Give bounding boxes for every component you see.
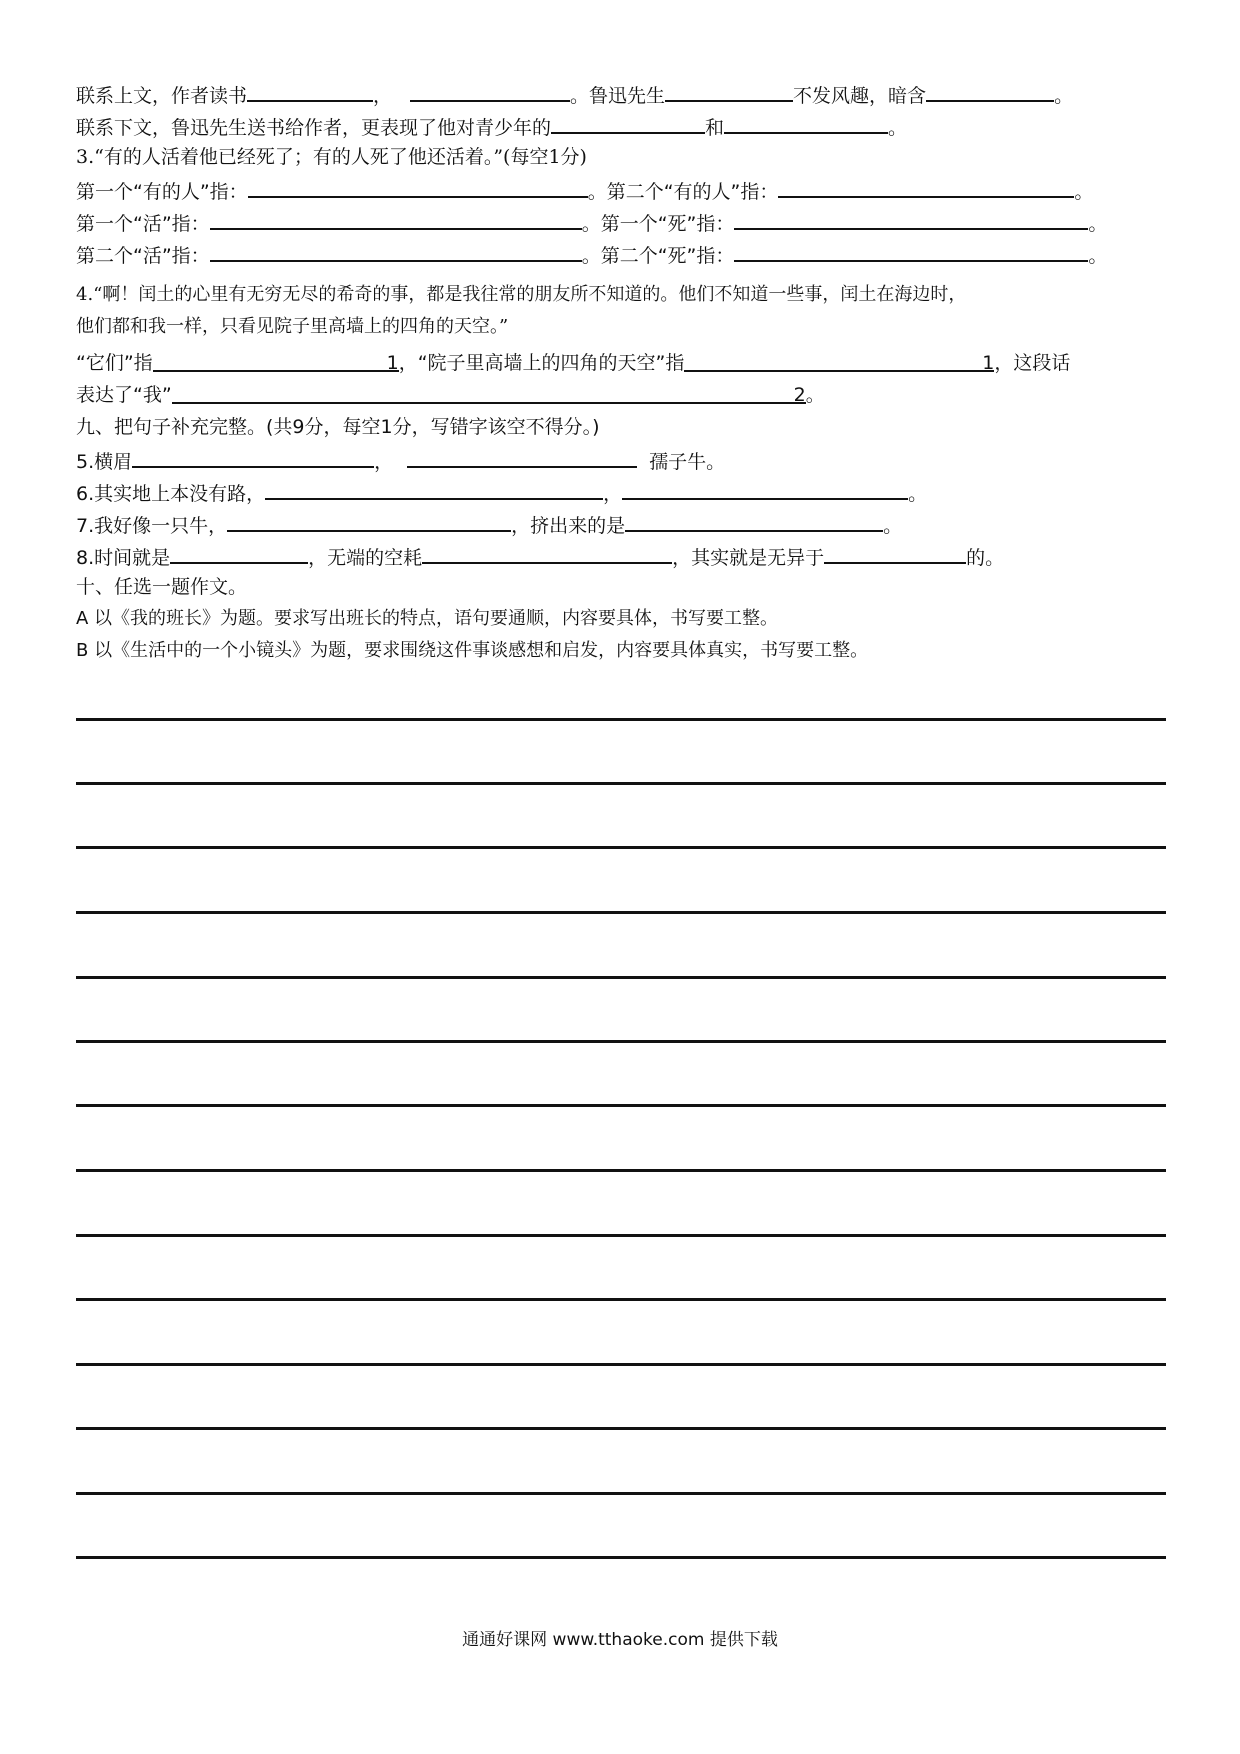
q7-row: 7.我好像一只牛， ，挤出来的是 。 (76, 508, 1166, 538)
blank[interactable] (724, 110, 888, 134)
blank[interactable] (824, 540, 966, 564)
writing-line (76, 1556, 1166, 1559)
blank[interactable] (926, 78, 1054, 102)
q4-prompt-line2: 他们都和我一样，只看见院子里高墙上的四角的天空。” (76, 316, 509, 337)
blank[interactable]: 1 (153, 348, 399, 372)
writing-line (76, 1169, 1166, 1172)
writing-line (76, 1427, 1166, 1430)
section10-heading: 十、任选一题作文。 (76, 576, 248, 598)
q4-row1: “它们”指 1，“院子里高墙上的四角的天空”指 1，这段话 (76, 348, 1166, 378)
writing-line (76, 1104, 1166, 1107)
writing-line (76, 782, 1166, 785)
blank[interactable] (665, 78, 793, 102)
blank[interactable] (551, 110, 705, 134)
essay-option-b: B 以《生活中的一个小镜头》为题，要求围绕这件事谈感想和启发，内容要具体真实，书写要工整。 (76, 640, 869, 661)
blank[interactable] (734, 206, 1088, 230)
q5-row: 5.横眉 ， 孺子牛。 (76, 444, 1166, 474)
writing-line (76, 1234, 1166, 1237)
blank[interactable] (778, 174, 1074, 198)
blank[interactable]: 1 (684, 348, 994, 372)
blank[interactable] (210, 238, 582, 262)
blank[interactable]: 2 (172, 380, 806, 404)
q3-row2: 第一个“活”指： 。第一个“死”指： 。 (76, 206, 1166, 236)
essay-option-a: A 以《我的班长》为题。要求写出班长的特点，语句要通顺，内容要具体，书写要工整。 (76, 608, 779, 629)
blank[interactable] (132, 444, 374, 468)
blank[interactable] (422, 540, 672, 564)
q3-row1: 第一个“有的人”指： 。第二个“有的人”指： 。 (76, 174, 1166, 204)
writing-line (76, 1040, 1166, 1043)
blank[interactable] (265, 476, 603, 500)
writing-line (76, 1492, 1166, 1495)
section9-heading: 九、把句子补充完整。(共9分，每空1分，写错字该空不得分。) (76, 416, 600, 438)
q2-line2: 联系下文，鲁迅先生送书给作者，更表现了他对青少年的 和 。 (76, 110, 1166, 140)
writing-line (76, 718, 1166, 721)
q2-line1: 联系上文，作者读书 ， 。鲁迅先生 不发风趣，暗含 。 (76, 78, 1166, 108)
blank[interactable] (734, 238, 1088, 262)
blank[interactable] (407, 444, 637, 468)
blank[interactable] (227, 508, 511, 532)
writing-line (76, 846, 1166, 849)
q6-row: 6.其实地上本没有路， ， 。 (76, 476, 1166, 506)
footer-credit: 通通好课网 www.tthaoke.com 提供下载 (462, 1630, 778, 1650)
blank[interactable] (248, 174, 588, 198)
writing-line (76, 911, 1166, 914)
writing-line (76, 1363, 1166, 1366)
q4-prompt-line1: 4.“啊！闰土的心里有无穷无尽的希奇的事，都是我往常的朋友所不知道的。他们不知道一些事，闰土在海边时， (76, 284, 967, 305)
writing-line (76, 976, 1166, 979)
blank[interactable] (622, 476, 908, 500)
q3-prompt: 3.“有的人活着他已经死了；有的人死了他还活着。”(每空1分) (76, 146, 587, 168)
writing-line (76, 1298, 1166, 1301)
q4-row2: 表达了“我” 2。 (76, 380, 1166, 410)
blank[interactable] (210, 206, 582, 230)
blank[interactable] (410, 78, 570, 102)
blank[interactable] (625, 508, 883, 532)
blank[interactable] (247, 78, 373, 102)
q3-row3: 第二个“活”指： 。第二个“死”指： 。 (76, 238, 1166, 268)
blank[interactable] (170, 540, 308, 564)
q8-row: 8.时间就是 ，无端的空耗 ，其实就是无异于 的。 (76, 540, 1166, 570)
